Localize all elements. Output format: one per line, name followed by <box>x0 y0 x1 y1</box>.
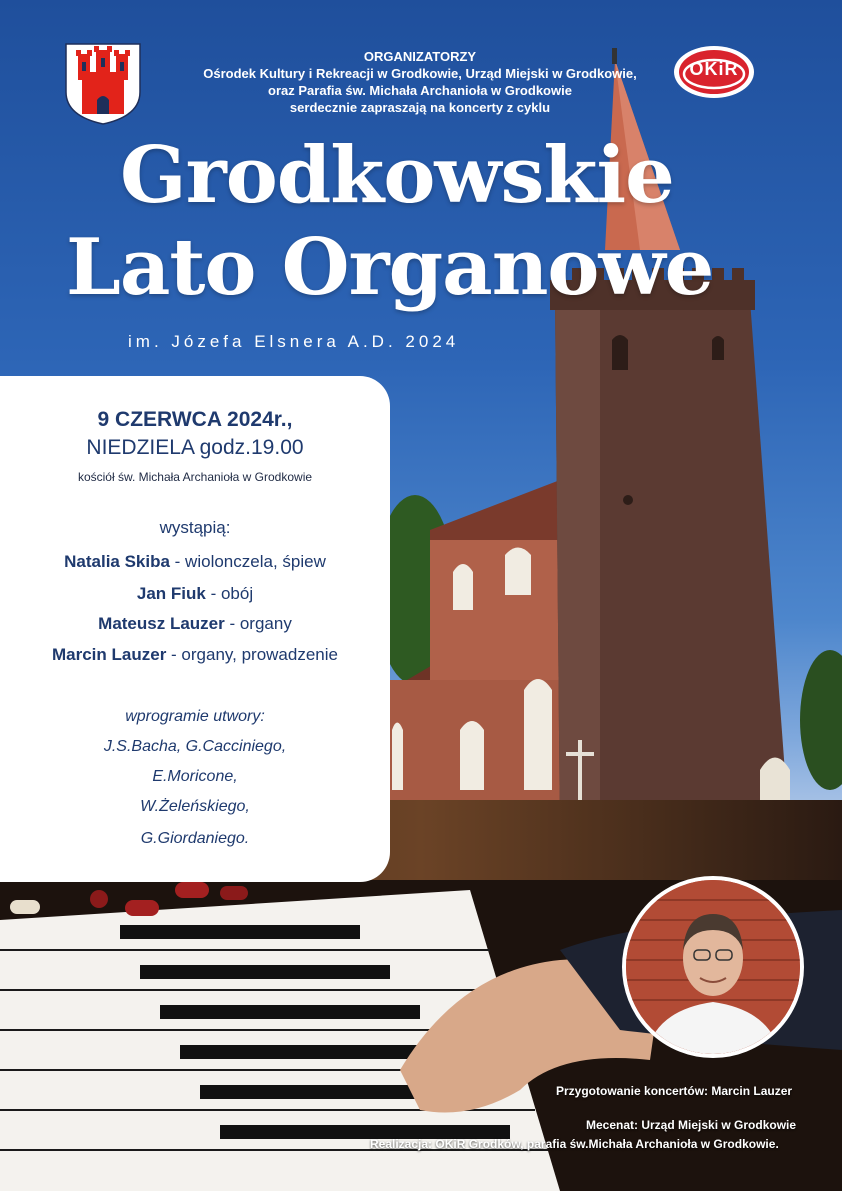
performer-name: Natalia Skiba <box>64 552 170 571</box>
credit-realization: Realizacja: OKiR Grodków, parafia św.Michała Archanioła w Grodkowie. <box>370 1137 779 1151</box>
event-date: 9 CZERWCA 2024r., <box>97 408 293 431</box>
program-composer: J.S.Bacha, G.Cacciniego, <box>103 738 287 755</box>
organizers-line2: oraz Parafia św. Michała Archanioła w Grodkowie <box>268 83 572 98</box>
organizers-line1: Ośrodek Kultury i Rekreacji w Grodkowie, Urząd Miejski w Grodkowie, <box>203 66 637 81</box>
performer-name: Mateusz Lauzer <box>98 614 225 633</box>
program-heading: wprogramie utwory: <box>125 708 265 725</box>
event-venue: kościół św. Michała Archanioła w Grodkowie <box>77 470 313 484</box>
performer-name: Marcin Lauzer <box>52 645 167 664</box>
invite-line: serdecznie zapraszają na koncerty z cyklu <box>289 100 551 115</box>
grodkow-coat-of-arms-icon <box>64 42 142 126</box>
title-line1: Grodkowskie <box>120 130 674 221</box>
performer-role: - wiolonczela, śpiew <box>169 552 326 571</box>
event-day-time: NIEDZIELA godz.19.00 <box>86 436 304 459</box>
performer-row <box>0 584 390 604</box>
credit-patron: Mecenat: Urząd Miejski w Grodkowie <box>586 1118 797 1132</box>
performer-row <box>0 645 390 665</box>
performer-row <box>0 552 390 572</box>
performer-name: Jan Fiuk <box>136 584 206 603</box>
okir-logo-icon <box>672 44 756 100</box>
event-info-card <box>0 376 390 882</box>
performer-row <box>0 614 390 634</box>
organizers-block <box>150 48 690 116</box>
performer-role: - organy <box>224 614 292 633</box>
program-composer: G.Giordaniego. <box>140 830 250 847</box>
organist-portrait <box>622 876 804 1058</box>
organizers-label: ORGANIZATORZY <box>363 49 477 64</box>
credit-preparation: Przygotowanie koncertów: Marcin Lauzer <box>556 1084 793 1098</box>
performers-heading: wystąpią: <box>159 518 231 537</box>
okir-logo-text: OKiR <box>689 59 739 79</box>
performer-role: - organy, prowadzenie <box>166 645 338 664</box>
performer-role: - obój <box>205 584 254 603</box>
program-composer: E.Moricone, <box>152 768 238 785</box>
program-composer: W.Żeleńskiego, <box>140 798 250 815</box>
title-line2: Lato Organowe <box>66 222 714 313</box>
title-subtitle: im. Józefa Elsnera A.D. 2024 <box>128 332 460 351</box>
